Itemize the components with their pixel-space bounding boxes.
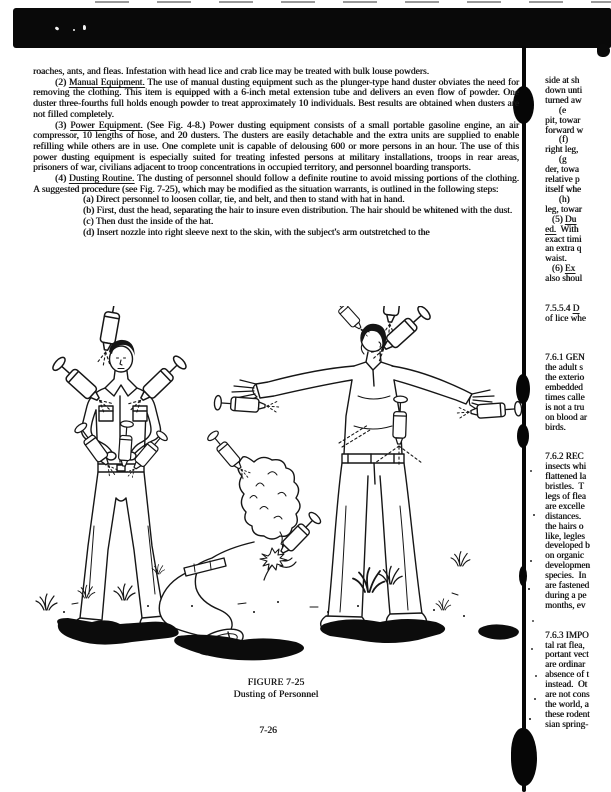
column2-text-line	[545, 334, 611, 344]
column2-text-line	[545, 433, 611, 443]
column2-text-line: der, towa	[545, 164, 579, 175]
column2-text-line: (h)	[545, 193, 570, 204]
paragraph-4-dusting-routine	[33, 174, 519, 195]
step-text: Then dust the inside of the hat.	[95, 216, 214, 227]
paragraph-continuation	[33, 67, 519, 78]
step-label: (d)	[83, 227, 95, 238]
column2-text-line: developed b	[545, 540, 590, 551]
column2-text-line: an extra q	[545, 243, 582, 254]
paragraph-number: (3)	[55, 120, 67, 131]
column2-text-line: embedded	[545, 382, 583, 393]
scan-edge-line	[95, 1, 611, 3]
column2-text-line: are fastened	[545, 580, 590, 591]
column2-text-line: distances.	[545, 510, 581, 521]
column2-text-line: the exterio	[545, 372, 585, 383]
column2-text-line	[545, 611, 611, 621]
column2-text-line: the hairs o	[545, 520, 584, 531]
column2-text-line: are not cons	[545, 689, 590, 700]
column2-text-line: (g	[545, 154, 567, 165]
column2-text-line: the adult s	[545, 362, 583, 373]
column2-text-line: 7.6.2 REC	[545, 451, 584, 462]
column2-text-line: insects whi	[545, 461, 587, 472]
column2-text-line: is not a tru	[545, 401, 585, 412]
step-b	[33, 206, 519, 217]
column2-text-line: tal rat flea,	[545, 639, 585, 650]
paragraph-2-manual-equipment	[33, 78, 519, 121]
column2-text-line: forward w	[545, 124, 584, 135]
column2-text-line	[545, 284, 611, 294]
scan-speck	[83, 25, 86, 30]
step-text: Direct personnel to loosen collar, tie, and belt, and then to stand with hat in hand.	[95, 195, 405, 206]
gutter-blob	[511, 728, 537, 786]
column2-text-line: also shoul	[545, 273, 583, 284]
column2-text-line: are ordinar	[545, 659, 586, 670]
column2-text-line: legs of flea	[545, 490, 586, 501]
figure-7-25-illustration	[28, 306, 530, 694]
column2-text-line: instead. Ot	[545, 679, 588, 690]
column2-text-line: pit, towar	[545, 114, 581, 125]
column2-text-line: like, legles	[545, 530, 585, 541]
body-text: The use of manual dusting equipment such as the plunger-type hand duster obviates the need for removing the clothing. This item is equipped with a 6-inch metal extension tube and delivers an even flow of powder. One duster three-fourths full holds enough powder to treat approximately 10 individuals. Best results are obtained when dusters are not filled completely.	[33, 77, 519, 120]
step-text: First, dust the head, separating the hair to insure even distribution. The hair should be whitened with the dust.	[96, 206, 513, 217]
column2-text-line: (6) Ex	[545, 263, 576, 274]
column2-text-line: relative p	[545, 174, 580, 185]
paragraph-3-power-equipment	[33, 121, 519, 175]
figure-caption	[33, 677, 519, 701]
step-d	[33, 228, 519, 239]
column2-text-line: on blood ar	[545, 411, 587, 422]
column2-text-line: months, ev	[545, 599, 586, 610]
column2-text-line: side at sh	[545, 75, 580, 85]
column2-text-line: birds.	[545, 421, 566, 432]
column2-text-line	[545, 324, 611, 334]
body-text: The dusting of personnel should follow a definite routine to avoid missing portions of the clothing. A suggested procedure (see Fig. 7-25), which may be modified as the situation warrants, is outlined in the following steps:	[33, 174, 520, 195]
column2-text-line: ed. With	[545, 223, 579, 234]
column2-text-line: of lice whe	[545, 312, 586, 323]
step-c	[33, 217, 519, 228]
column2-text-line: leg, towar	[545, 203, 582, 214]
column2-text-line: the world, a	[545, 698, 589, 709]
ground-shadows	[57, 601, 519, 660]
column2-text-line: itself whe	[545, 183, 581, 194]
paragraph-heading: Manual Equipment.	[68, 77, 145, 88]
column2-text-line: bristles. T	[545, 481, 584, 492]
column2-text-line: times calle	[545, 391, 585, 402]
scan-speck	[55, 26, 60, 31]
paragraph-number: (2)	[55, 77, 67, 88]
scan-speck	[73, 29, 75, 31]
step-label: (c)	[83, 216, 94, 227]
body-text: roaches, ants, and fleas. Infestation with head lice and crab lice may be treated with bulk louse powders.	[33, 67, 429, 77]
column2-text-line: these rodent	[545, 708, 590, 719]
column2-text-line: species. In	[545, 570, 587, 581]
column2-text-line: portant vect	[545, 649, 589, 660]
column2-text-line: down unti	[545, 84, 583, 95]
scan-blob	[597, 44, 610, 57]
column2-text-line: (5) Du	[545, 213, 577, 224]
figure-caption-title: Dusting of Personnel	[233, 688, 319, 700]
column2-text-line: exact timi	[545, 233, 582, 244]
figure-caption-number: FIGURE 7-25	[247, 677, 305, 688]
body-text: (See Fig. 4-8.) Power dusting equipment consists of a small portable gasoline engine, an air compressor, 10 lengths of hose, and 20 dusters. The dusters are easily detachable and the extra units are supplied to enable refilling while others are in use. One complete unit is capable of delousing 600 or more persons in an hour. The use of this power dusting equipment is especially suited for treating infested persons at military installations, troops in rear areas, prisoners of war, civilians adjacent to troop concentrations in occupied territory, and personnel boarding transports.	[33, 120, 520, 174]
column2-text-line: flattened la	[545, 471, 587, 482]
column2-text-line: 7.6.1 GEN	[545, 352, 585, 363]
column2-text-line: 7.6.3 IMPO	[545, 629, 589, 640]
column2-text-line: developmen	[545, 560, 590, 571]
main-text-column	[33, 67, 519, 238]
column2-text-line: during a pe	[545, 590, 587, 601]
step-a	[33, 195, 519, 206]
column2-text-line: (e	[545, 104, 566, 115]
column2-text-line: right leg,	[545, 144, 579, 155]
column2-text-line: 7.5.5.4 D	[545, 302, 580, 313]
column2-text-line: are excelle	[545, 500, 585, 511]
paragraph-number: (4)	[55, 174, 67, 185]
column2-text-line: on organic	[545, 550, 584, 561]
column2-text-line: sian spring-	[545, 718, 589, 729]
column2-text-line: (f)	[545, 134, 568, 145]
step-label: (b)	[83, 206, 95, 217]
paragraph-heading: Power Equipment.	[70, 120, 143, 131]
step-text: Insert nozzle into right sleeve next to the skin, with the subject's arm outstretched to the	[96, 227, 430, 238]
column2-text-line: turned aw	[545, 94, 582, 105]
page-number: 7-26	[259, 725, 277, 736]
scan-black-bar	[13, 8, 611, 48]
scan-noise	[530, 470, 532, 472]
adjacent-page-column	[545, 76, 611, 730]
paragraph-heading: Dusting Routine.	[68, 174, 135, 185]
step-label: (a)	[83, 195, 94, 206]
column2-text-line: absence of t	[545, 669, 589, 680]
column2-text-line: waist.	[545, 253, 567, 264]
